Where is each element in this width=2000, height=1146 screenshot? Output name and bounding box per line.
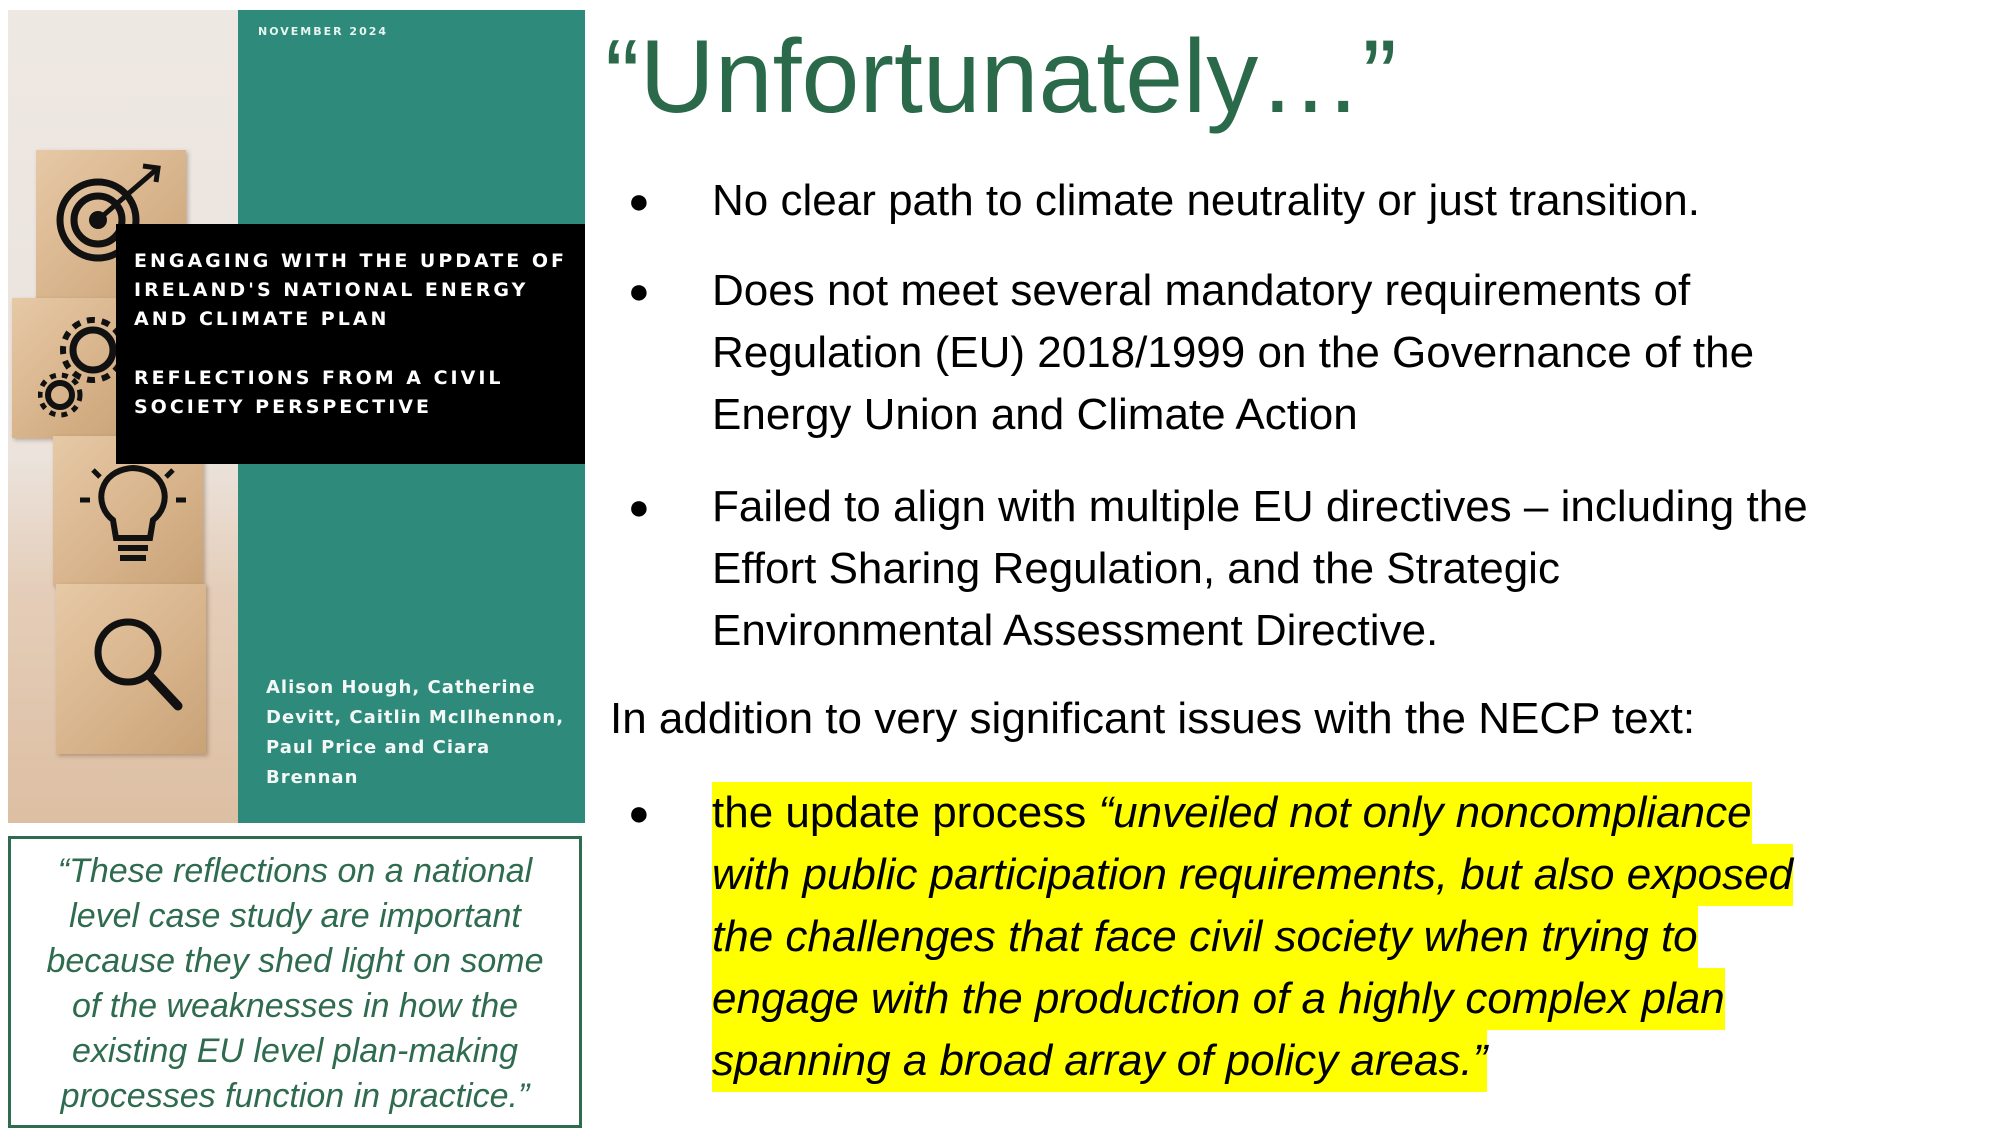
- bullet-marker: ●: [628, 180, 650, 221]
- bullet-line: Regulation (EU) 2018/1999 on the Governance of the: [712, 328, 1755, 377]
- highlighted-line: [712, 782, 1752, 844]
- bullet-text: [712, 476, 1994, 662]
- highlight-quote-line: with public participation requirements, but also exposed: [712, 844, 1793, 906]
- quote-line: because they shed light on some: [46, 942, 544, 980]
- cover-title-line: AND CLIMATE PLAN: [134, 308, 390, 330]
- addition-paragraph: In addition to very significant issues with the NECP text:: [610, 694, 1696, 743]
- cover-title-line: IRELAND'S NATIONAL ENERGY: [134, 279, 529, 301]
- highlight-quote-line: spanning a broad array of policy areas.”: [712, 1030, 1487, 1092]
- gears-icon: [38, 315, 128, 425]
- bullet-line: No clear path to climate neutrality or just transition.: [712, 176, 1701, 225]
- cover-subtitle-line: SOCIETY PERSPECTIVE: [134, 396, 432, 418]
- highlight-intro: the update process: [712, 788, 1099, 837]
- highlight-quote-line: the challenges that face civil society when trying to: [712, 906, 1698, 968]
- cover-author-line: Brennan: [266, 767, 359, 788]
- bullet-line: Failed to align with multiple EU directives – including the: [712, 482, 1808, 531]
- cover-authors: [266, 673, 576, 793]
- quote-line: existing EU level plan-making: [72, 1032, 518, 1070]
- bullet-marker: ●: [628, 270, 650, 311]
- slide-title: “Unfortunately…”: [605, 19, 1397, 135]
- quote-line: processes function in practice.”: [60, 1077, 530, 1115]
- highlight-quote-line: “unveiled not only noncompliance: [1098, 788, 1752, 837]
- bullet-line: Environmental Assessment Directive.: [712, 606, 1439, 655]
- cover-subtitle-line: REFLECTIONS FROM A CIVIL: [134, 367, 504, 389]
- bullet-line: Effort Sharing Regulation, and the Strategic: [712, 544, 1560, 593]
- lightbulb-icon: [78, 450, 188, 580]
- magnifier-icon: [88, 610, 188, 720]
- cover-author-line: Paul Price and Ciara: [266, 737, 491, 758]
- bullet-text: [712, 170, 1994, 232]
- quote-line: of the weaknesses in how the: [71, 987, 519, 1025]
- report-cover: [8, 10, 585, 823]
- highlight-quote-line: engage with the production of a highly complex plan: [712, 968, 1725, 1030]
- bullet-text: [712, 260, 1994, 446]
- cover-author-line: Devitt, Caitlin McIlhennon,: [266, 707, 565, 728]
- bullet-marker: ●: [628, 792, 650, 833]
- quote-line: level case study are important: [69, 897, 521, 935]
- bullet-marker: ●: [628, 486, 650, 527]
- cover-author-line: Alison Hough, Catherine: [266, 677, 536, 698]
- bullet-line: Energy Union and Climate Action: [712, 390, 1358, 439]
- bullet-line: Does not meet several mandatory requirements of: [712, 266, 1691, 315]
- quote-text: [11, 849, 579, 1119]
- highlighted-bullet-text: [712, 782, 1994, 1092]
- quote-line: “These reflections on a national: [57, 852, 533, 890]
- quote-box: [8, 836, 582, 1128]
- cover-title-line: ENGAGING WITH THE UPDATE OF: [134, 250, 567, 272]
- cover-date: NOVEMBER 2024: [258, 25, 389, 38]
